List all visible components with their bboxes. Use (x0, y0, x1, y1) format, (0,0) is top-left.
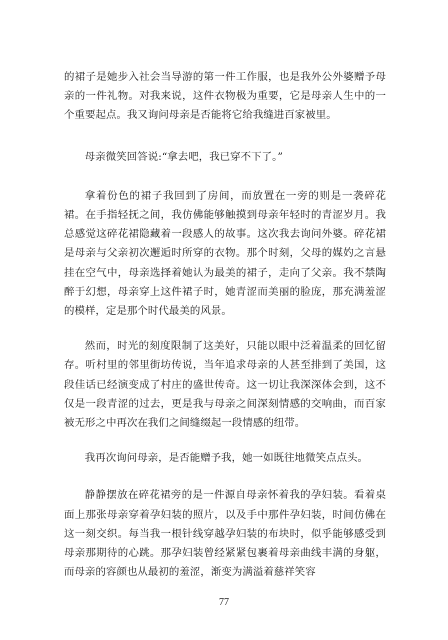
paragraph-mother-reply: 母亲微笑回答说:“拿去吧，我已穿不下了。” (84, 150, 283, 163)
paragraph-ask-again: 我再次询问母亲，是否能赠予我，她一如既往地微笑点点头。 (84, 452, 369, 465)
paragraph-continued: 的裙子是她步入社会当导游的第一件工作服，也是我外公外婆赠予母亲的一件礼物。对我来说，这件衣物极为重要，它是母亲人生中的一个重要起点。我又询问母亲是否能将它给我缝进百家被里。 (64, 71, 386, 122)
body-text (64, 68, 386, 604)
paragraph-maternity-dress: 静静摆放在碎花裙旁的是一件源自母亲怀着我的孕妇装。看着桌面上那张母亲穿着孕妇装的照片，以及手中那件孕妇装，时间仿佛在这一刻交织。每当我一根针线穿越孕妇装的布块时，似乎能够感受到母亲那期待的心跳。那孕妇装曾经紧紧包裹着母亲曲线丰满的身躯，而母亲的容颜也从最初的羞涩，渐变为满溢着慈祥笑容 (64, 489, 386, 579)
page-number: 77 (219, 597, 229, 608)
paragraph-time-memory: 然而，时光的刻度限制了这美好，只能以眼中泛着温柔的回忆留存。听村里的邻里街坊传说，当年追求母亲的人甚至排到了美国，这段佳话已经演变成了村庄的盛世传奇。这一切让我深深体会到，这不仅是一段青涩的过去，更是我与母亲之间深刻情感的交响曲，而百家被无形之中再次在我们之间缝缀起一段情感的纽带。 (64, 340, 386, 430)
paragraph-floral-dress: 拿着份色的裙子我回到了房间，而放置在一旁的则是一袭碎花裙。在手指轻抚之间，我仿佛能够触摸到母亲年轻时的青涩岁月。我总感觉这碎花裙隐藏着一段感人的故事。这次我去询问外婆。碎花裙是母亲与父亲初次邂逅时所穿的衣物。那个时刻，父母的媒妁之言悬挂在空气中，母亲选择着她认为最美的裙子，走向了父亲。我不禁陶醉于幻想，母亲穿上这件裙子时，她青涩而美丽的脸庞，那充满羞涩的模样，定是那个时代最美的风景。 (64, 189, 386, 318)
